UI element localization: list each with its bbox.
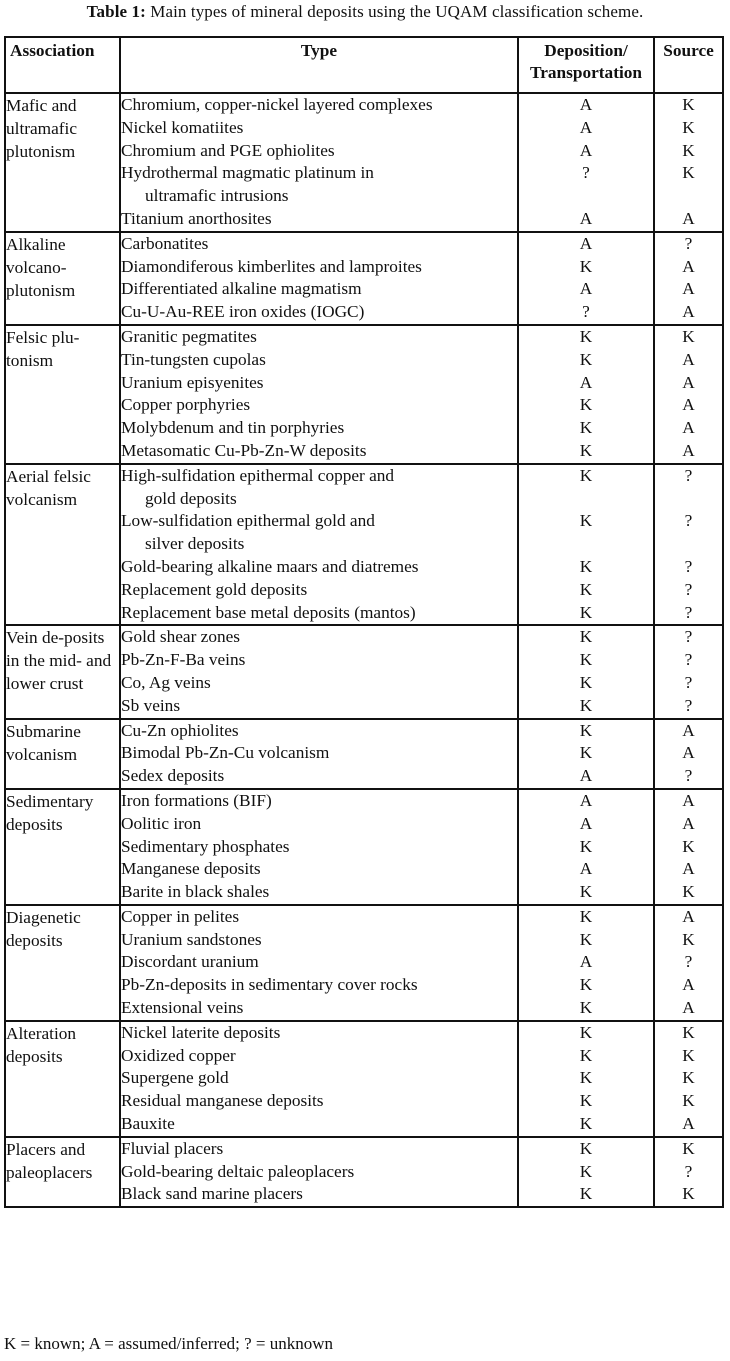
source-value: ? [684,1161,693,1181]
deposit-type [121,417,517,440]
deposit-type-text: High-sulfidation epithermal copper and [121,465,395,485]
deposit-type-text: Oxidized copper [121,1045,236,1065]
deposit-type [121,765,517,788]
deposition-cell [518,789,654,905]
table-header-row [5,37,723,93]
association-cell: Felsic plu-tonism [5,325,120,464]
deposit-type-text: Iron formations (BIF) [121,790,272,810]
deposition-value: A [579,140,593,160]
deposit-type [121,951,517,974]
deposition-value: A [579,117,593,137]
source-value: A [682,1114,695,1134]
deposit-type-continuation: ultramafic intrusions [145,186,289,206]
source-value: A [682,743,695,763]
deposit-type [121,349,517,372]
association-cell: Sedimentary deposits [5,789,120,905]
association-group-row [5,464,723,626]
deposit-type-continuation: gold deposits [145,488,237,508]
source-value: A [682,208,695,228]
source-value: A [682,906,695,926]
source-cell [654,789,723,905]
source-value: ? [684,650,693,670]
header-association: Association [5,37,120,93]
deposit-type-text: Diamondiferous kimberlites and lamproites [121,256,422,276]
deposit-type-text: Gold-bearing deltaic paleoplacers [121,1161,355,1181]
source-value: A [682,349,695,369]
deposition-value: K [579,256,593,276]
source-cell [654,464,723,626]
deposit-type-text: Copper porphyries [121,395,251,415]
deposit-type [121,695,517,718]
deposition-value: A [579,372,593,392]
source-value: K [682,95,695,114]
type-cell [120,719,518,789]
source-value: K [682,1068,695,1088]
deposition-value: K [579,627,593,647]
deposit-type [121,301,517,324]
deposition-value: A [579,813,593,833]
source-value: A [682,418,695,438]
type-cell [120,232,518,325]
deposition-cell [518,464,654,626]
deposition-value: K [579,395,593,415]
type-cell [120,464,518,626]
deposit-type [121,720,517,743]
deposit-type-text: Extensional veins [121,998,244,1018]
source-cell [654,232,723,325]
source-cell [654,719,723,789]
association-cell: Diagenetic deposits [5,905,120,1021]
table-footnote: K = known; A = assumed/inferred; ? = unknown [4,1334,334,1353]
deposit-type-text: Cu-U-Au-REE iron oxides (IOGC) [121,302,365,322]
deposit-type [121,813,517,836]
source-value: A [682,440,695,460]
association-group-row [5,719,723,789]
source-value: K [682,1184,695,1204]
deposit-type [121,881,517,904]
table-caption [0,2,730,22]
association-group-row [5,1137,723,1207]
deposition-value: K [579,1022,593,1042]
source-value: ? [684,511,693,531]
association-group-row [5,93,723,232]
deposit-type [121,372,517,395]
source-value: ? [684,952,693,972]
deposit-type [121,858,517,881]
source-value: K [682,1091,695,1111]
deposition-value: K [579,465,593,485]
deposit-type [121,117,517,140]
deposition-value: A [579,279,593,299]
deposit-type [121,233,517,256]
type-cell [120,1021,518,1137]
source-value: ? [684,672,693,692]
header-type: Type [120,37,518,93]
deposit-type [121,1022,517,1045]
deposit-type-text: Chromium, copper-nickel layered complexes [121,95,433,114]
deposit-type [121,626,517,649]
table-body [5,93,723,1207]
deposition-value: ? [582,163,590,183]
type-cell [120,905,518,1021]
deposit-type [121,1183,517,1206]
source-value: K [682,1045,695,1065]
deposition-cell [518,325,654,464]
deposition-value: A [579,952,593,972]
header-deposition [518,37,654,93]
deposit-type [121,440,517,463]
source-value: K [682,117,695,137]
deposit-type-text: Uranium sandstones [121,929,262,949]
deposit-type [121,1067,517,1090]
deposit-type-text: Tin-tungsten cupolas [121,349,266,369]
source-cell [654,93,723,232]
deposition-value: K [579,1045,593,1065]
deposit-type-text: Barite in black shales [121,882,270,902]
source-value: ? [684,579,693,599]
source-value: ? [684,465,693,485]
deposition-value: A [579,766,593,786]
deposition-value: K [579,418,593,438]
source-value: A [682,279,695,299]
header-source: Source [654,37,723,93]
deposit-type-text: Replacement gold deposits [121,579,308,599]
deposit-type [121,672,517,695]
source-value: K [682,1022,695,1042]
deposit-type-text: Sb veins [121,695,181,715]
deposit-type [121,649,517,672]
source-cell [654,325,723,464]
source-value: A [682,302,695,322]
deposition-value: K [579,556,593,576]
deposition-value: K [579,998,593,1018]
deposit-type-text: Granitic pegmatites [121,326,257,346]
deposition-value: K [579,672,593,692]
association-cell: Vein de-posits in the mid- and lower crust [5,625,120,718]
deposit-type-text: Pb-Zn-deposits in sedimentary cover rocks [121,975,418,995]
deposition-value: K [579,650,593,670]
type-cell [120,625,518,718]
deposit-type-text: Metasomatic Cu-Pb-Zn-W deposits [121,440,367,460]
source-cell [654,1021,723,1137]
deposit-type-text: Molybdenum and tin porphyries [121,418,345,438]
deposit-type-text: Supergene gold [121,1068,229,1088]
deposit-type [121,997,517,1020]
deposit-type-text: Manganese deposits [121,859,261,879]
deposit-type-text: Bauxite [121,1114,175,1134]
deposit-type-text: Bimodal Pb-Zn-Cu volcanism [121,743,330,763]
deposition-value: K [579,511,593,531]
deposit-type-continuation: silver deposits [145,534,245,554]
deposit-type [121,510,517,556]
mineral-deposits-table [4,36,724,1208]
deposition-value: K [579,1114,593,1134]
deposition-cell [518,719,654,789]
deposit-type [121,208,517,231]
type-cell [120,789,518,905]
deposit-type [121,162,517,208]
deposit-type-text: Co, Ag veins [121,672,211,692]
deposit-type [121,326,517,349]
type-cell [120,93,518,232]
association-group-row [5,789,723,905]
deposition-value: K [579,906,593,926]
source-value: A [682,395,695,415]
deposit-type-text: Carbonatites [121,233,209,253]
type-cell [120,1137,518,1207]
deposit-type-text: Low-sulfidation epithermal gold and [121,511,375,531]
source-value: A [682,372,695,392]
deposition-value: A [579,790,593,810]
deposition-cell [518,905,654,1021]
source-cell [654,905,723,1021]
deposit-type [121,906,517,929]
deposition-value: K [579,1161,593,1181]
table-caption-label: Table 1: [86,2,146,21]
source-value: K [682,140,695,160]
deposit-type-text: Replacement base metal deposits (mantos) [121,602,416,622]
deposition-value: A [579,95,593,114]
association-group-row [5,232,723,325]
table-caption-text: Main types of mineral deposits using the UQAM classification scheme. [150,2,644,21]
source-value: K [682,836,695,856]
association-cell: Submarine volcanism [5,719,120,789]
source-value: ? [684,233,693,253]
association-cell: Alteration deposits [5,1021,120,1137]
source-value: A [682,975,695,995]
deposit-type-text: Residual manganese deposits [121,1091,324,1111]
deposit-type-text: Chromium and PGE ophiolites [121,140,335,160]
association-group-row [5,325,723,464]
source-value: ? [684,627,693,647]
deposition-value: K [579,1068,593,1088]
deposit-type [121,742,517,765]
deposition-value: K [579,695,593,715]
association-group-row [5,625,723,718]
deposit-type [121,790,517,813]
deposition-value: ? [582,302,590,322]
deposition-cell [518,1021,654,1137]
deposit-type-text: Sedimentary phosphates [121,836,290,856]
association-group-row [5,905,723,1021]
source-value: K [682,163,695,183]
header-deposition-line1: Deposition/ [544,41,628,60]
source-value: A [682,998,695,1018]
deposition-value: K [579,326,593,346]
deposition-value: K [579,1138,593,1158]
deposition-value: K [579,1184,593,1204]
deposit-type-text: Sedex deposits [121,766,225,786]
deposit-type [121,394,517,417]
source-value: A [682,256,695,276]
source-value: ? [684,556,693,576]
deposit-type [121,1045,517,1068]
deposition-value: K [579,836,593,856]
deposit-type [121,278,517,301]
source-value: A [682,720,695,740]
source-value: K [682,929,695,949]
deposit-type [121,579,517,602]
deposit-type [121,556,517,579]
association-cell: Mafic and ultramafic plutonism [5,93,120,232]
deposit-type-text: Nickel komatiites [121,117,244,137]
deposit-type-text: Gold-bearing alkaline maars and diatremes [121,556,419,576]
deposition-value: K [579,602,593,622]
source-value: ? [684,695,693,715]
source-cell [654,625,723,718]
deposit-type [121,1138,517,1161]
deposit-type-text: Copper in pelites [121,906,240,926]
deposition-value: K [579,720,593,740]
source-value: A [682,859,695,879]
deposit-type [121,1090,517,1113]
deposition-value: K [579,975,593,995]
deposition-value: K [579,743,593,763]
deposition-value: K [579,1091,593,1111]
deposit-type-text: Titanium anorthosites [121,208,272,228]
source-value: K [682,1138,695,1158]
association-group-row [5,1021,723,1137]
deposition-value: K [579,349,593,369]
deposition-value: K [579,579,593,599]
deposition-value: A [579,208,593,228]
deposit-type [121,929,517,952]
source-value: A [682,790,695,810]
type-cell [120,325,518,464]
deposit-type [121,974,517,997]
deposit-type-text: Hydrothermal magmatic platinum in [121,163,374,183]
deposit-type [121,140,517,163]
deposit-type [121,1161,517,1184]
deposit-type [121,602,517,625]
deposit-type [121,256,517,279]
source-value: A [682,813,695,833]
association-cell: Placers and paleoplacers [5,1137,120,1207]
deposit-type-text: Gold shear zones [121,627,241,647]
source-value: ? [684,766,693,786]
deposit-type-text: Differentiated alkaline magmatism [121,279,362,299]
deposition-value: K [579,882,593,902]
header-deposition-line2: Transportation [529,63,642,82]
source-value: K [682,326,695,346]
deposit-type-text: Oolitic iron [121,813,202,833]
deposit-type [121,1113,517,1136]
source-value: ? [684,602,693,622]
deposition-value: K [579,929,593,949]
deposition-cell [518,625,654,718]
deposit-type-text: Cu-Zn ophiolites [121,720,239,740]
deposition-value: A [579,859,593,879]
association-cell: Alkaline volcano-plutonism [5,232,120,325]
source-value: K [682,882,695,902]
deposit-type-text: Discordant uranium [121,952,259,972]
deposition-value: A [579,233,593,253]
deposit-type-text: Black sand marine placers [121,1184,303,1204]
deposit-type-text: Nickel laterite deposits [121,1022,281,1042]
deposition-cell [518,93,654,232]
deposit-type [121,94,517,117]
deposit-type-text: Fluvial placers [121,1138,224,1158]
association-cell: Aerial felsic volcanism [5,464,120,626]
deposit-type-text: Pb-Zn-F-Ba veins [121,650,246,670]
deposition-value: K [579,440,593,460]
deposition-cell [518,1137,654,1207]
deposit-type [121,465,517,511]
source-cell [654,1137,723,1207]
deposit-type-text: Uranium episyenites [121,372,264,392]
deposition-cell [518,232,654,325]
deposit-type [121,836,517,859]
